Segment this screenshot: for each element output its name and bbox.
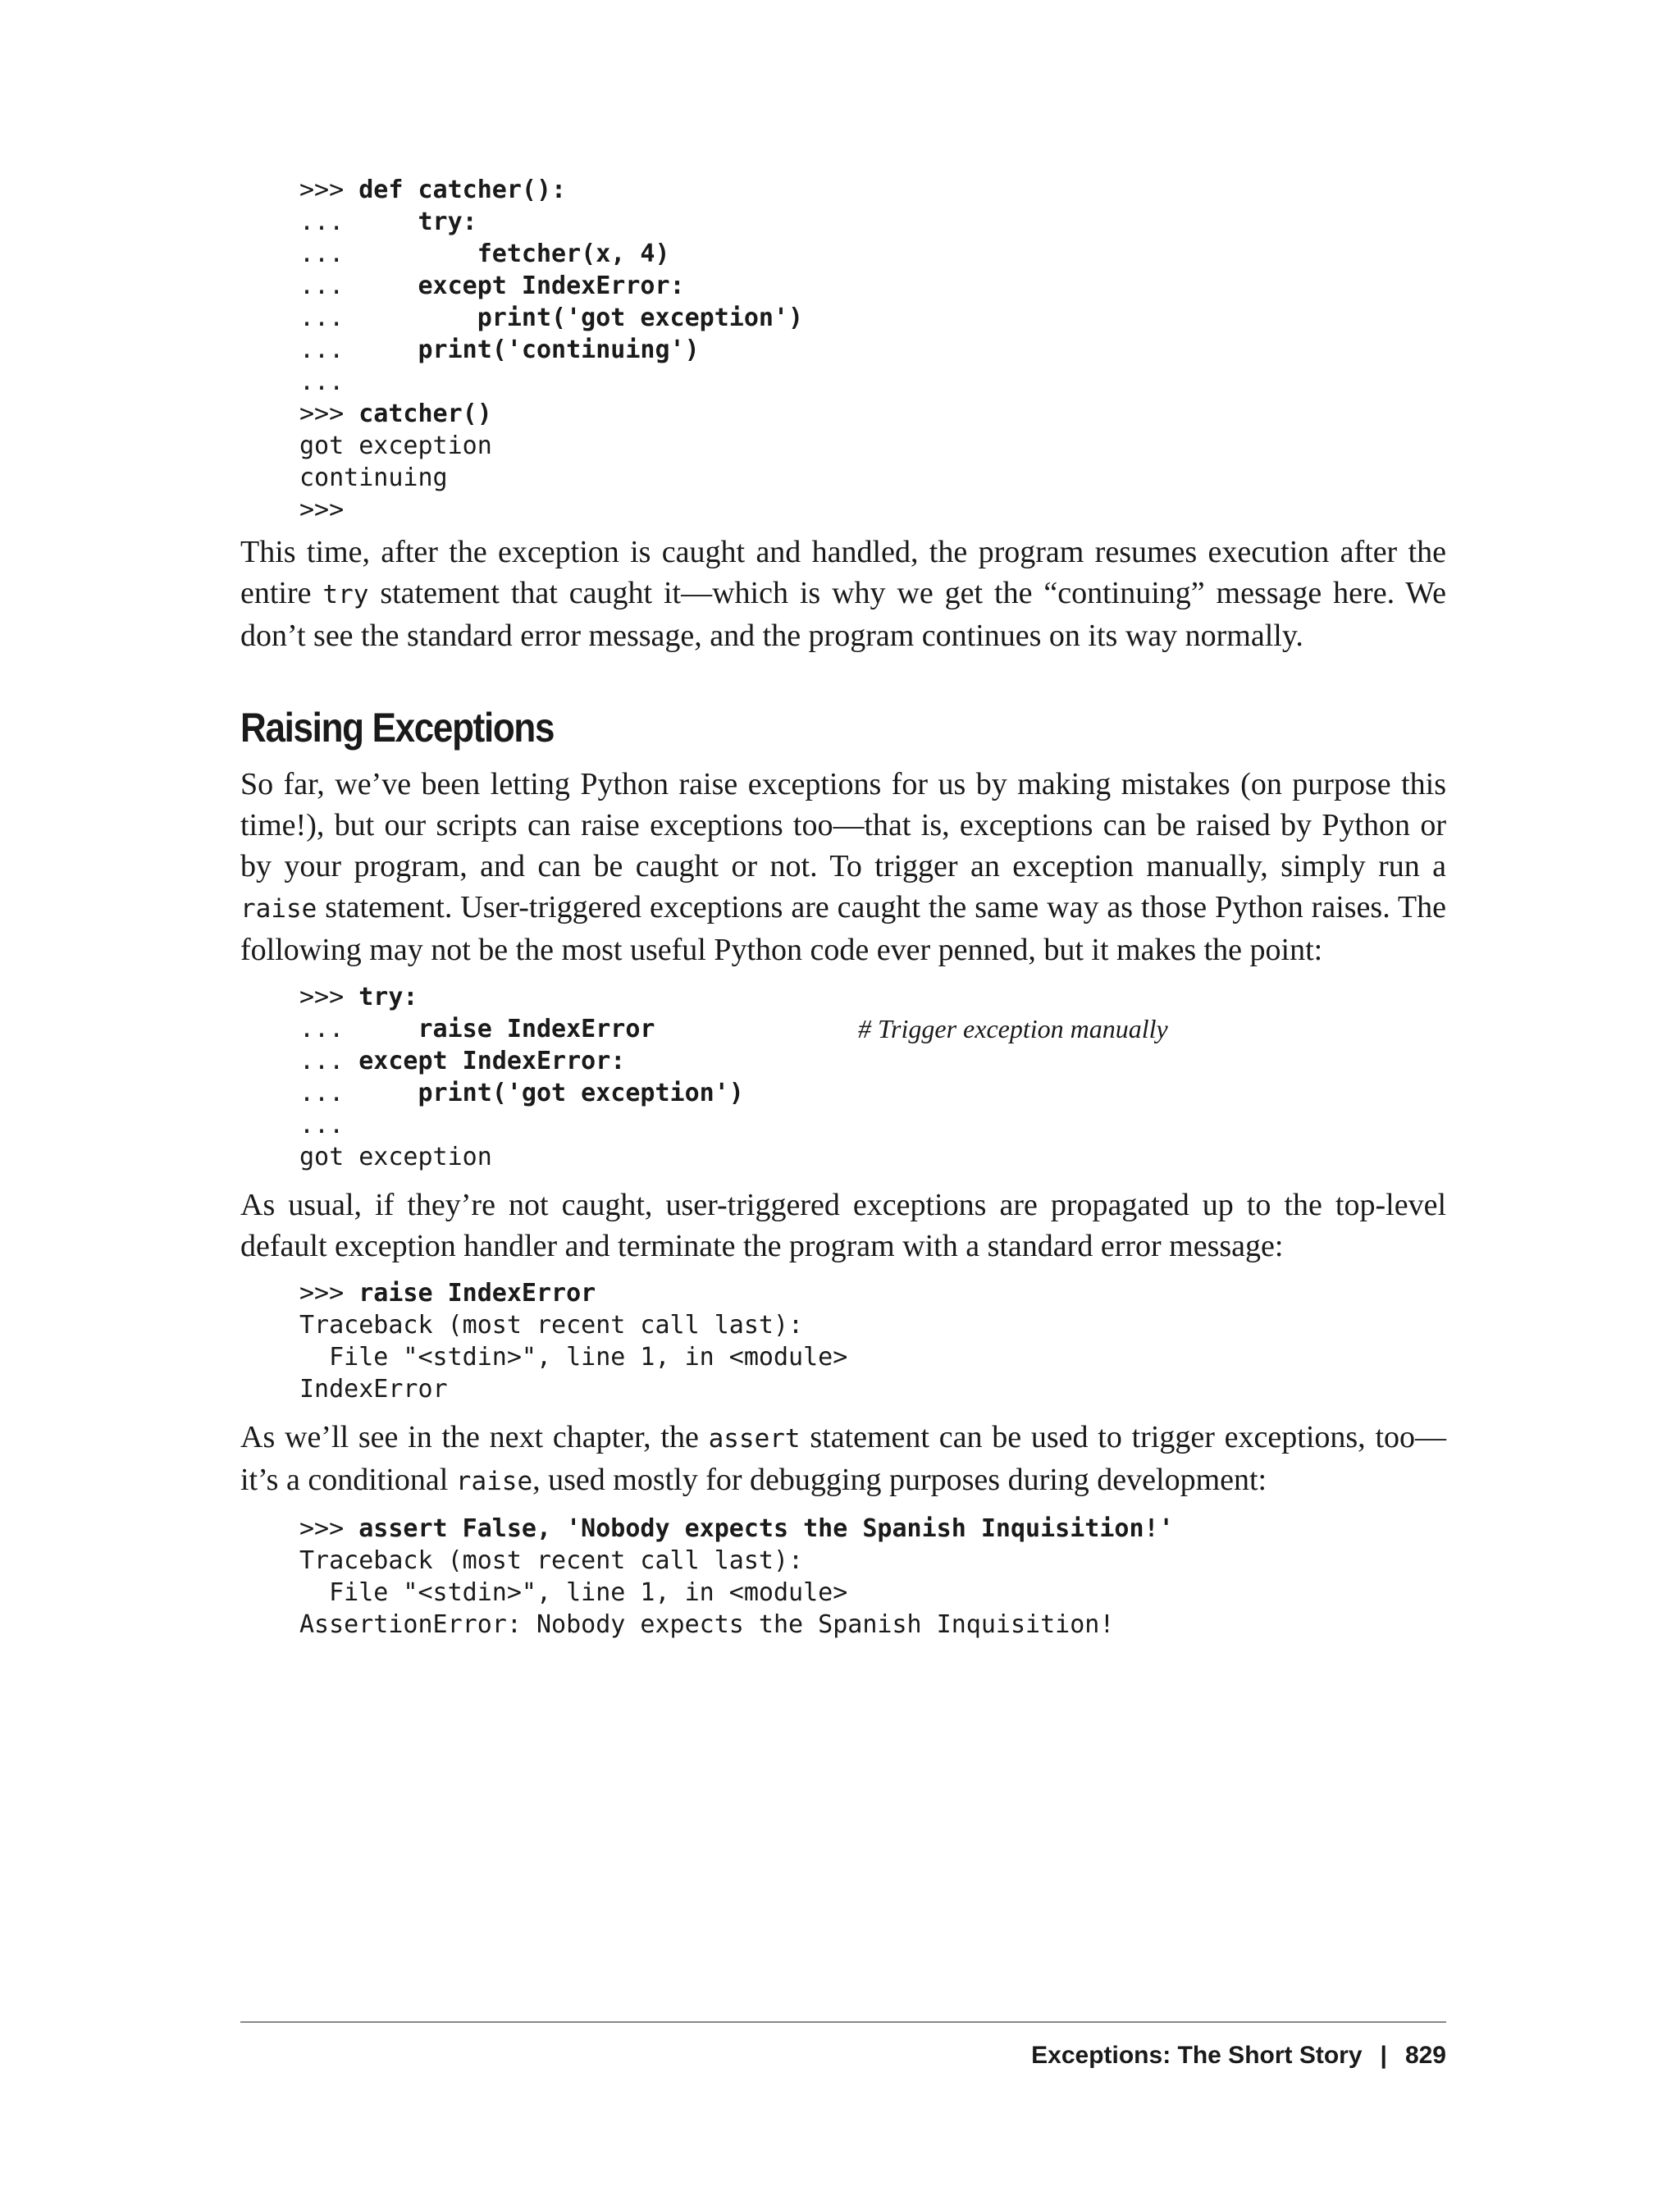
code-line [299, 1513, 1446, 1545]
paragraph-text: As usual, if they’re not caught, user-triggered exceptions are propagated up to the top-level default exception handler and terminate the program with a standard error message: [240, 1188, 1446, 1263]
code-input: catcher() [358, 399, 492, 428]
code-line [299, 1577, 1446, 1609]
code-output: >>> [299, 399, 359, 428]
inline-code: raise [240, 894, 317, 924]
paragraph-text: As we’ll see in the next chapter, the [240, 1420, 709, 1454]
code-input: except IndexError: [358, 1047, 626, 1075]
code-output: >>> [299, 983, 359, 1011]
code-line [299, 206, 1446, 238]
code-output: File "<stdin>", line 1, in <module> [299, 1343, 848, 1372]
inline-code: assert [708, 1424, 801, 1454]
footer-separator: | [1380, 2042, 1387, 2069]
code-input: print('got exception') [418, 1079, 744, 1107]
code-output: AssertionError: Nobody expects the Spanish Inquisition! [299, 1610, 1115, 1639]
code-line [299, 398, 1446, 430]
code-line [299, 1309, 1446, 1341]
paragraph-text: statement. User-triggered exceptions are caught the same way as those Python raises. The following may not be the most useful Python code ever penned, but it makes the point: [240, 890, 1446, 967]
code-input: print('got exception') [477, 304, 804, 332]
code-output: Traceback (most recent call last): [299, 1311, 804, 1340]
inline-code: raise [455, 1467, 533, 1496]
code-input: try: [418, 208, 477, 236]
code-line [299, 462, 1446, 494]
code-output: ... [299, 272, 418, 300]
code-output: ... [299, 304, 477, 332]
code-output: ... [299, 368, 345, 396]
paragraph-text: , used mostly for debugging purposes during development: [532, 1463, 1267, 1497]
code-output: File "<stdin>", line 1, in <module> [299, 1578, 848, 1607]
code-line [299, 981, 1446, 1013]
code-line [299, 1077, 1446, 1109]
code-output: >>> [299, 1514, 359, 1543]
code-line [299, 174, 1446, 206]
code-output: ... [299, 1111, 345, 1139]
code-input: try: [358, 983, 418, 1011]
paragraph-continuing [240, 532, 1446, 656]
code-output: ... [299, 240, 477, 268]
code-line [299, 1045, 1446, 1077]
paragraph-text: statement that caught it—which is why we get the “continuing” message here. We don’t see the standard error message, and the program continues on its way normally. [240, 576, 1446, 653]
footer-rule [240, 2021, 1446, 2023]
code-output: >>> [299, 176, 359, 204]
code-output: got exception [299, 1143, 492, 1171]
code-block-assert [299, 1513, 1446, 1641]
code-line [299, 430, 1446, 462]
section-heading: Raising Exceptions [240, 705, 555, 751]
code-output: got exception [299, 431, 492, 460]
code-line [299, 1373, 1446, 1405]
code-output: ... [299, 1015, 418, 1043]
code-line [299, 334, 1446, 366]
code-output: >>> [299, 1279, 359, 1308]
paragraph-propagation [240, 1185, 1446, 1267]
paragraph-text: This time, after the exception is caught and handled, the program resumes execution after the entire [240, 535, 1446, 610]
code-line [299, 494, 1446, 526]
inline-code: try [322, 580, 369, 609]
code-line [299, 366, 1446, 398]
code-block-catcher [299, 174, 1446, 526]
code-output: Traceback (most recent call last): [299, 1546, 804, 1575]
paragraph-text: So far, we’ve been letting Python raise exceptions for us by making mistakes (on purpose this time!), but our scripts can raise exceptions too—that is, exceptions can be raised by Python or by your program, and can be caught or not. To trigger an exception manually, simply run a [240, 767, 1446, 883]
code-output: ... [299, 1047, 359, 1075]
code-line [299, 1141, 1446, 1173]
code-line [299, 238, 1446, 270]
code-input: fetcher(x, 4) [477, 240, 670, 268]
paragraph-text: statement can be used to trigger exceptions, too—it’s a conditional [240, 1420, 1446, 1497]
running-footer [1031, 2039, 1446, 2072]
code-block-raise-indexerror [299, 1277, 1446, 1405]
code-input: raise IndexError [358, 1279, 596, 1308]
paragraph-assert [240, 1417, 1446, 1502]
code-output: continuing [299, 463, 448, 492]
page-body [240, 174, 1446, 1641]
footer-chapter-title: Exceptions: The Short Story [1031, 2042, 1363, 2069]
code-line [299, 1013, 1446, 1045]
code-block-raise-try [299, 981, 1446, 1173]
code-input: except IndexError: [418, 272, 685, 300]
code-output: ... [299, 1079, 418, 1107]
code-line [299, 302, 1446, 334]
code-line [299, 1277, 1446, 1309]
page-number: 829 [1404, 2042, 1446, 2069]
code-output: ... [299, 208, 418, 236]
code-line [299, 1609, 1446, 1641]
code-output: ... [299, 336, 418, 364]
code-line [299, 1109, 1446, 1141]
code-comment: # Trigger exception manually [858, 1014, 1168, 1043]
code-line [299, 1545, 1446, 1577]
code-input: raise IndexError [418, 1015, 655, 1043]
code-input: print('continuing') [418, 336, 700, 364]
code-input: assert False, 'Nobody expects the Spanish Inquisition!' [358, 1514, 1174, 1543]
code-output: IndexError [299, 1375, 448, 1404]
paragraph-raising-intro [240, 764, 1446, 970]
code-output: >>> [299, 495, 345, 524]
code-input: def catcher(): [358, 176, 567, 204]
code-line [299, 1341, 1446, 1373]
code-line [299, 270, 1446, 302]
